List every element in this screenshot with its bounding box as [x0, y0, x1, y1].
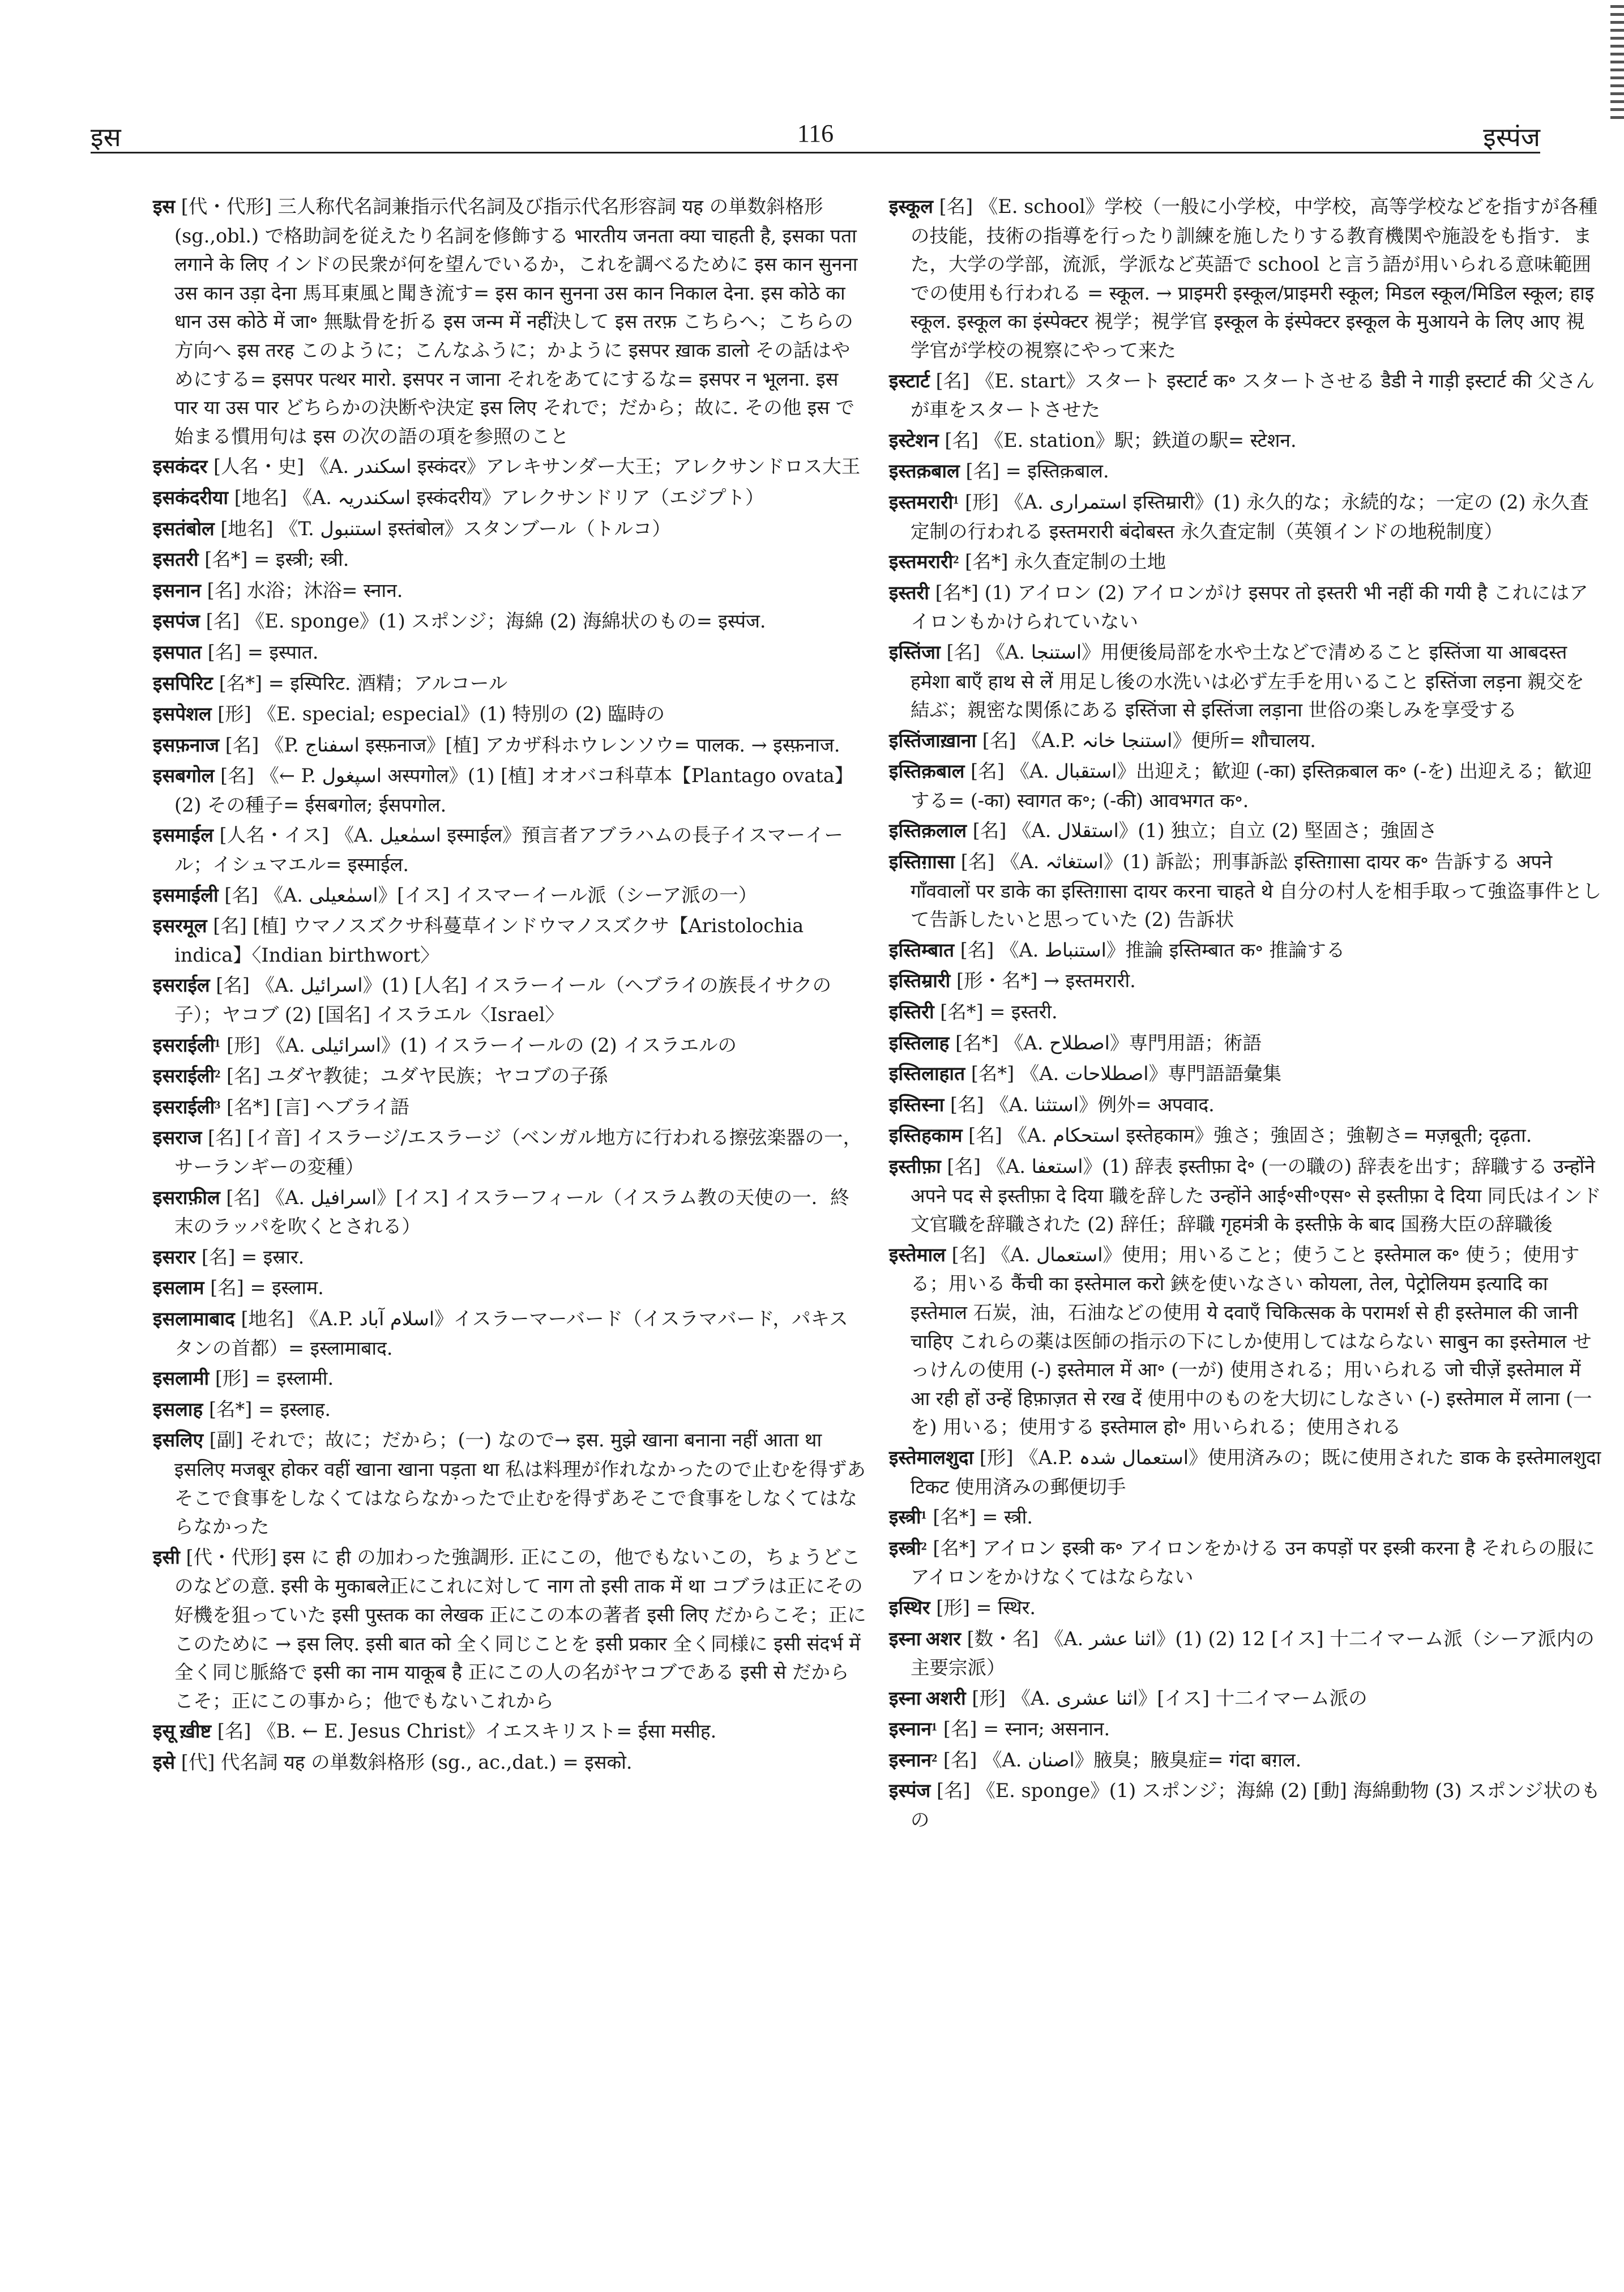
entry-headword: इस्तिलाहात — [889, 1064, 965, 1085]
dictionary-entry — [153, 577, 866, 606]
dictionary-entry — [153, 881, 866, 911]
entry-definition: [名] = इस्पात. — [207, 641, 319, 663]
entry-definition: [名] 《E. start》スタート इस्टार्ट क॰ スタートさせる डैडी ने गाड़ी इस्टार्ट की 父さんが車をスタートさせた — [911, 369, 1595, 421]
entry-definition: [名*] = इस्तरी. — [940, 1001, 1058, 1023]
dictionary-entry — [889, 998, 1602, 1027]
entry-definition: [名*] 永久査定制の土地 — [965, 550, 1166, 573]
entry-definition: [名] 《A. اسرافیل》[イス] イスラーフィール（イスラム教の天使の一．終末のラッパを吹くとされる） — [174, 1186, 849, 1238]
dictionary-entry — [889, 757, 1602, 815]
entry-headword: इस्थिर — [889, 1597, 930, 1619]
entry-headword: इसलाह — [153, 1399, 203, 1420]
entry-headword: इसलामी — [153, 1368, 210, 1390]
dictionary-entry — [153, 1031, 866, 1061]
dictionary-entry — [153, 515, 866, 544]
dictionary-entry — [889, 548, 1602, 577]
entry-headword: इस्तिम्रारी — [889, 971, 951, 992]
entry-definition: [名] 《A. اصنان》腋臭；腋臭症= गंदा बग़ल. — [943, 1748, 1302, 1771]
dictionary-entry — [153, 1184, 866, 1241]
entry-headword: इसतंबोल — [153, 518, 215, 540]
dictionary-entry — [153, 1748, 866, 1778]
dictionary-entry — [153, 453, 866, 482]
dictionary-entry — [153, 193, 866, 451]
dictionary-entry — [889, 967, 1602, 996]
entry-headword: इसमाईल — [153, 825, 213, 847]
entry-definition: [名*] 《A. اصطلاحات》専門語語彙集 — [971, 1062, 1282, 1085]
entry-definition: [名*] = स्त्री. — [933, 1506, 1033, 1529]
entry-headword: इसलाम — [153, 1278, 204, 1299]
dictionary-entry — [153, 1124, 866, 1181]
entry-headword: इस्तिक़बाल — [889, 761, 965, 783]
dictionary-entry — [889, 1060, 1602, 1089]
entry-definition: [名*] 《A. اصطلاح》専門用語；術語 — [955, 1031, 1262, 1054]
entry-headword: इसलिए — [153, 1430, 204, 1452]
dictionary-entry — [153, 607, 866, 637]
dictionary-entry — [889, 1153, 1602, 1239]
entry-headword: इस्त्री¹ — [889, 1507, 927, 1529]
running-header — [91, 85, 1540, 152]
entry-headword: इस्ना अशर — [889, 1628, 961, 1650]
dictionary-entry — [153, 638, 866, 668]
entry-headword: इसनान — [153, 580, 201, 601]
dictionary-entry — [889, 1091, 1602, 1120]
entry-headword: इसपात — [153, 642, 202, 663]
header-last-headword: इस्पंज — [1483, 123, 1540, 152]
entry-headword: इसमाईली — [153, 885, 219, 906]
entry-headword: इसपिरिट — [153, 673, 213, 694]
dictionary-entry — [889, 1684, 1602, 1714]
dictionary-entry — [153, 912, 866, 970]
entry-definition: [形] 《A. اثنا عشری》[イス] 十二イマーム派の — [972, 1687, 1367, 1709]
entry-headword: इसकंदर — [153, 456, 208, 478]
entry-headword: इस्तमरारी² — [889, 552, 959, 573]
entry-headword: इस्तिहकाम — [889, 1125, 963, 1147]
entry-definition: [形・名*] → इस्तमरारी. — [956, 970, 1136, 992]
entry-definition: [名*] = इस्त्री; स्त्री. — [204, 548, 349, 571]
entry-definition: [数・名] 《A. اثنا عشر》(1) 12 (2) [イス] 十二イマーム派（シーア派内の主要宗派） — [911, 1627, 1595, 1679]
dictionary-entry — [889, 1715, 1602, 1744]
entry-definition: [形] 《A.P. استعمال شدہ》使用済みの；既に使用された डाक के इस्तेमालशुदा टिकट 使用済みの郵便切手 — [911, 1446, 1601, 1498]
entry-definition: [名] ユダヤ教徒；ユダヤ民族；ヤコブの子孫 — [226, 1065, 608, 1087]
dictionary-entry — [889, 1503, 1602, 1533]
entry-headword: इसकंदरीया — [153, 487, 229, 509]
dictionary-entry — [153, 1274, 866, 1303]
dictionary-entry — [889, 457, 1602, 486]
entry-definition: [名] = स्नान; असनान. — [943, 1718, 1110, 1740]
entry-definition: [名*] アイロン इस्त्री क॰ アイロンをかける उन कपड़ों पर इस्त्री करना है それらの服にアイロンをかけなくてはならない — [911, 1536, 1595, 1589]
entry-definition: [名] [イ音] イスラージ/エスラージ（ベンガル地方に行われる擦弦楽器の一，サーランギーの変種） — [174, 1126, 862, 1178]
entry-definition: [名] 《A. استثنا》例外= अपवाद. — [950, 1093, 1215, 1116]
entry-headword: इसफ़नाज — [153, 735, 220, 756]
dictionary-entry — [889, 848, 1602, 934]
entry-definition: [代・代形] 三人称代名詞兼指示代名詞及び指示代名形容詞 यह の単数斜格形 (sg.,obl.) で格助詞を従えたり名詞を修飾する भारतीय जनता क्या चाहती है, इसका पता लगाने के लिए インドの民衆が何を望んでいるか，これを調べるために इस कान सुनना उस कान उड़ा देना 馬耳東風と聞き流す= इस कान सुनना उस कान निकाल देना. इस कोठे का धान उस कोठे में जा॰ 無駄骨を折る इस जन्म में नहीं決して इस तरफ़ こちらへ；こちらの方向へ इस तरह このように；こんなふうに；かように इसपर ख़ाक डालो その話はやめにする= इसपर पत्थर मारो. इसपर न जाना それをあてにするな= इसपर न भूलना. इस पार या उस पार どちらかの決断や決定 इस लिए それで；だから；故に. その他 इस で始まる慣用句は इस の次の語の項を参照のこと — [174, 195, 858, 447]
header-rule — [91, 152, 1540, 153]
entry-headword: इस्तमरारी¹ — [889, 492, 959, 513]
entry-headword: इस्ना अशरी — [889, 1688, 966, 1709]
page-edge-marks — [1610, 0, 1624, 187]
left-column — [153, 193, 866, 1779]
entry-definition: [地名] 《A.P. اسلام آباد》イスラーマーバード（イスラマバード，パキスタンの首都）= इस्लामाबाद. — [174, 1307, 848, 1359]
dictionary-entry — [889, 579, 1602, 637]
entry-headword: इसराज — [153, 1128, 202, 1149]
dictionary-entry — [889, 193, 1602, 365]
dictionary-entry — [153, 700, 866, 729]
entry-headword: इसपेशल — [153, 704, 212, 725]
dictionary-entry — [889, 1746, 1602, 1775]
entry-headword: इस्तिरी — [889, 1002, 934, 1023]
entry-definition: [名] = इस्लाम. — [210, 1277, 324, 1299]
dictionary-entry — [153, 1364, 866, 1394]
entry-definition: [名] 《E. station》駅；鉄道の駅= स्टेशन. — [945, 429, 1297, 451]
dictionary-entry — [153, 1717, 866, 1747]
entry-definition: [名] 《A. اسرائیل》(1) [人名] イスラーイール（ヘブライの族長イサクの子）；ヤコブ (2) [国名] イスラエル〈Israel〉 — [174, 974, 832, 1026]
entry-definition: [名] [植] ウマノスズクサ科蔓草インドウマノスズクサ【Aristolochia indica】〈Indian birthwort〉 — [174, 915, 804, 966]
dictionary-entry — [153, 1305, 866, 1363]
dictionary-entry — [889, 1029, 1602, 1058]
entry-headword: इस्तिम्बात — [889, 940, 955, 961]
dictionary-entry — [153, 1093, 866, 1122]
entry-headword: इस्टार्ट — [889, 370, 930, 392]
dictionary-entry — [889, 936, 1602, 966]
entry-headword: इसराफ़ील — [153, 1187, 220, 1209]
header-first-headword: इस — [91, 123, 121, 152]
entry-headword: इस्तरी — [889, 582, 929, 604]
entry-headword: इस्तेमालशुदा — [889, 1447, 974, 1469]
dictionary-entry — [889, 817, 1602, 846]
dictionary-entry — [153, 1543, 866, 1716]
entry-definition: [地名] 《A. اسکندریہ इस्कंदरीय》アレクサンドリア（エジプト） — [234, 486, 764, 509]
dictionary-entry — [153, 545, 866, 575]
entry-headword: इस्पंज — [889, 1781, 931, 1802]
entry-headword: इसू ख़ीष्ट — [153, 1721, 212, 1743]
page-number: 116 — [797, 119, 834, 147]
entry-headword: इसरमूल — [153, 916, 207, 937]
entry-definition: [名*] (1) アイロン (2) アイロンがけ इसपर तो इस्तरी भी नहीं की गयी है これにはアイロンもかけられていない — [911, 581, 1588, 633]
entry-definition: [名] 《P. اسفناج इस्फ़नाज》[植] アカザ科ホウレンソウ= पालक. → इस्फ़नाज. — [225, 733, 840, 756]
entry-definition: [形] 《E. special; especial》(1) 特別の (2) 臨時の — [217, 703, 665, 725]
entry-headword: इस्नान² — [889, 1749, 938, 1771]
entry-definition: [地名] 《T. استنبول इस्तंबोल》スタンブール（トルコ） — [220, 517, 671, 540]
dictionary-entry — [889, 1777, 1602, 1834]
dictionary-entry — [153, 1426, 866, 1541]
entry-headword: इसतरी — [153, 549, 199, 571]
entry-headword: इस्तेमाल — [889, 1244, 946, 1266]
entry-headword: इस्तिलाह — [889, 1032, 950, 1054]
entry-definition: [名] 水浴；沐浴= स्नान. — [207, 579, 403, 601]
dictionary-entry — [153, 971, 866, 1029]
entry-headword: इस्तिंजाख़ाना — [889, 730, 977, 752]
entry-headword: इसराईली¹ — [153, 1035, 221, 1056]
entry-headword: इसराईली² — [153, 1066, 221, 1087]
entry-definition: [名] 《A.P. استنجا خانہ》便所= शौचालय. — [982, 729, 1316, 752]
entry-headword: इसे — [153, 1752, 176, 1773]
dictionary-entry — [153, 762, 866, 820]
entry-headword: इस्तिंजा — [889, 642, 941, 663]
entry-headword: इसरार — [153, 1247, 196, 1268]
entry-definition: [名] 《E. sponge》(1) スポンジ；海綿 (2) [動] 海綿動物 (3) スポンジ状のもの — [911, 1779, 1600, 1832]
entry-definition: [名] = इस्रार. — [201, 1245, 305, 1268]
entry-definition: [名] 《A. استعفا》(1) 辞表 इस्तीफ़ा दे॰ (一の職の) 辞表を出す；辞職する उन्होंने अपने पद से इस्तीफ़ा दे दिया 職を辞した उन्होंने आई॰सी॰एस॰ से इस्तीफ़ा दे दिया 同氏はインド文官職を辞職された (2) 辞任；辞職 गृहमंत्री के इस्तीफ़े के बाद 国務大臣の辞職後 — [911, 1155, 1601, 1236]
dictionary-entry — [889, 1625, 1602, 1683]
dictionary-entry — [153, 1062, 866, 1091]
entry-definition: [名*] [言] ヘブライ語 — [226, 1095, 409, 1118]
right-column — [889, 193, 1602, 1837]
entry-definition: [形] 《A. استمراری इस्तिम्रारी》(1) 永久的な；永続的な；一定の (2) 永久査定制の行われる इस्तमरारी बंदोबस्त 永久査定制（英領インドの地税制度） — [911, 490, 1589, 543]
entry-definition: [名] 《A. استقبال》出迎え；歓迎 (-का) इस्तिक़बाल क॰ (-を) 出迎える；歓迎する= (-का) स्वागत क॰; (-की) आवभगत क॰. — [911, 760, 1592, 812]
entry-definition: [代] 代名詞 यह の単数斜格形 (sg., ac.,dat.) = इसको. — [181, 1751, 632, 1773]
entry-definition: [名] = इस्तिक़बाल. — [965, 460, 1109, 483]
dictionary-entry — [153, 731, 866, 761]
entry-headword: इसी — [153, 1547, 180, 1568]
entry-headword: इसलामाबाद — [153, 1308, 235, 1330]
entry-definition: [人名・史] 《A. اسکندر इस्कंदर》アレキサンダー大王；アレクサンドロス大王 — [213, 455, 861, 478]
dictionary-entry — [889, 367, 1602, 425]
entry-definition: [形] = इस्लामी. — [215, 1367, 334, 1390]
entry-headword: इस्तीफ़ा — [889, 1156, 941, 1177]
entry-definition: [名] 《← P. اسپغول अस्पगोल》(1) [植] オオバコ科草本【Plantago ovata】(2) その種子= ईसबगोल; ईसपगोल. — [174, 765, 854, 816]
entry-definition: [名*] = इस्पिरिट. 酒精；アルコール — [219, 672, 508, 694]
dictionary-entry — [889, 1241, 1602, 1442]
entry-definition: [名] 《A. اسمٰعیلی》[イス] イスマーイール派（シーア派の一） — [224, 883, 758, 906]
entry-definition: [副] それで；故に；だから；(一) なので→ इस. मुझे खाना बनाना नहीं आता था इसलिए मजबूर होकर वहीं खाना खाना पड़ता था 私は料理が作れなかったので止むを得ずあそこで食事をしなくてはならなかったで止むを得ずあそこで食事をしなくてはならなかった — [174, 1429, 866, 1538]
entry-definition: [名] 《A. استنجا》用便後局部を水や土などで清めること इस्तिंजा या आबदस्त हमेशा बाएँ हाथ से लें 用足し後の水洗いは必ず左手を用いること इस्तिंजा लड़ना 親交を結ぶ；親密な関係にある इस्तिंजा से इस्तिंजा लड़ाना 世俗の楽しみを享受する — [911, 641, 1584, 722]
dictionary-entry — [889, 488, 1602, 546]
entry-definition: [名] 《E. sponge》(1) スポンジ；海綿 (2) 海綿状のもの= इस्पंज. — [206, 610, 766, 633]
entry-headword: इस्टेशन — [889, 430, 939, 451]
entry-definition: [名] 《A. استعمال》使用；用いること；使うこと इस्तेमाल क॰ 使う；使用する；用いる कैंची का इस्तेमाल करो 鋏を使いなさい कोयला, तेल, पेट्रोलियम इत्यादि का इस्तेमाल 石炭，油，石油などの使用 ये दवाएँ चिकित्सक के परामर्श से ही इस्तेमाल की जानी चाहिए これらの薬は医師の指示の下にしか使用してはならない साबुन का इस्तेमाल せっけんの使用 (-) इस्तेमाल में आ॰ (一が) 使用される；用いられる जो चीज़ें इस्तेमाल में आ रही हों उन्हें हिफ़ाज़त से रख दें 使用中のものを大切にしなさい (-) इस्तेमाल में लाना (一を) 用いる；使用する इस्तेमाल हो॰ 用いられる；使用される — [911, 1243, 1592, 1439]
entry-definition: [名] 《A. استحکام इस्तेहकाम》強さ；強固さ；強靭さ= मज़बूती; दृढ़ता. — [968, 1124, 1532, 1147]
dictionary-entry — [889, 1121, 1602, 1151]
entry-definition: [人名・イス] 《A. اسمٰعیل इस्माईल》預言者アブラハムの長子イスマーイール；イシュマエル= इस्माईल. — [174, 824, 843, 876]
entry-definition: [名] 《E. school》学校（一般に小学校，中学校，高等学校などを指すが各種の技能，技術の指導を行ったり訓練を施したりする教育機関や施設をも指す．また，大学の学部，流派，学派など英語で school と言う語が用いられる意味範囲での使用も行われる = स्कूल. → प्राइमरी इस्कूल/प्राइमरी स्कूल; मिडल स्कूल/मिडिल स्कूल; हाइ स्कूल. इस्कूल का इंस्पेक्टर 視学；視学官 इस्कूल के इंस्पेक्टर इस्कूल के मुआयने के लिए आए 視学官が学校の視察にやって来た — [911, 195, 1598, 361]
entry-definition: [名] 《A. استنباط》推論 इस्तिम्बात क॰ 推論する — [960, 938, 1345, 961]
entry-headword: इस्त्री² — [889, 1538, 927, 1559]
entry-definition: [形] = स्थिर. — [936, 1596, 1036, 1619]
dictionary-entry — [889, 1444, 1602, 1501]
entry-definition: [名*] = इस्लाह. — [208, 1398, 331, 1420]
dictionary-entry — [889, 1534, 1602, 1592]
dictionary-entry — [153, 821, 866, 879]
entry-headword: इस्तिक़लाल — [889, 821, 967, 842]
entry-headword: इस — [153, 197, 176, 217]
entry-definition: [名] 《A. استقلال》(1) 独立；自立 (2) 堅固さ；強固さ — [972, 820, 1438, 842]
entry-definition: [名] 《B. ← E. Jesus Christ》イエスキリスト= ईसा मसीह. — [217, 1720, 717, 1743]
entry-headword: इसपंज — [153, 611, 200, 633]
entry-headword: इसराईल — [153, 975, 210, 997]
entry-headword: इसराईली³ — [153, 1096, 221, 1118]
dictionary-entry — [153, 669, 866, 699]
entry-headword: इस्तक़बाल — [889, 461, 960, 483]
dictionary-entry — [889, 1594, 1602, 1623]
entry-definition: [代・代形] इस に ही の加わった強調形. 正にこの，他でもないこの，ちょうどこのなどの意. इसी के मुकाबले正にこれに対して नाग तो इसी ताक में था コブラは正にその好機を狙っていた इसी पुस्तक का लेखक 正にこの本の著者 इसी लिए だからこそ；正にこのために → इस लिए. इसी बात को 全く同じことを इसी प्रकार 全く同様に इसी संदर्भ में全く同じ脈絡で इसी का नाम याकूब है 正にこの人の名がヤコブである इसी से だからこそ；正にこの事から；他でもないこれから — [174, 1546, 866, 1712]
entry-definition: [形] 《A. اسرائیلی》(1) イスラーイールの (2) イスラエルの — [226, 1034, 737, 1056]
entry-headword: इस्कूल — [889, 197, 933, 217]
entry-definition: [名] 《A. استغاثہ》(1) 訴訟；刑事訴訟 इस्तिग़ासा दायर क॰ 告訴する अपने गाँववालों पर डाके का इस्तिग़ासा दायर करना चाहते थे 自分の村人を相手取って強盗事件として告訴したいと思っていた (2) 告訴状 — [911, 851, 1602, 931]
entry-headword: इस्नान¹ — [889, 1719, 938, 1740]
dictionary-entry — [153, 484, 866, 513]
entry-headword: इसबगोल — [153, 766, 215, 787]
entry-headword: इस्तिग़ासा — [889, 852, 955, 873]
dictionary-entry — [889, 638, 1602, 725]
dictionary-entry — [889, 727, 1602, 756]
entry-headword: इस्तिस्ना — [889, 1094, 945, 1116]
dictionary-entry — [153, 1395, 866, 1425]
dictionary-entry — [153, 1243, 866, 1273]
dictionary-entry — [889, 426, 1602, 456]
